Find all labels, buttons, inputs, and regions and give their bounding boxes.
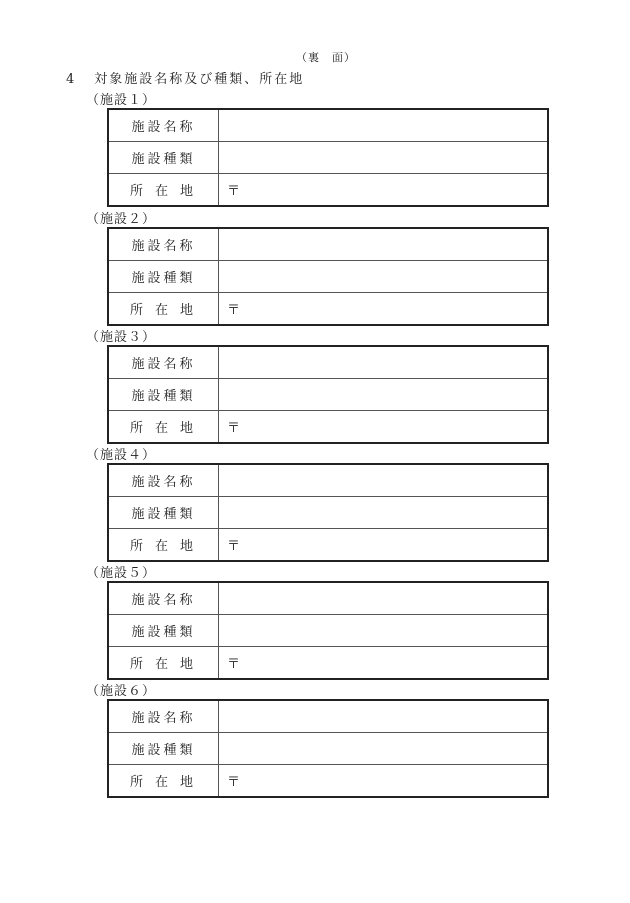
section-heading — [66, 68, 304, 87]
facility-address-field[interactable] — [219, 174, 549, 207]
facility-table — [107, 581, 549, 680]
facility-name-field[interactable] — [219, 109, 549, 142]
facility-name-field[interactable] — [219, 582, 549, 615]
postal-mark-icon: 〒 — [227, 421, 241, 436]
facility-address-label: 所在地 — [108, 529, 219, 562]
facility-type-row — [108, 261, 548, 293]
facility-address-field[interactable] — [219, 765, 549, 798]
facility-name-field[interactable] — [219, 346, 549, 379]
facility-address-row — [108, 174, 548, 207]
facility-type-row — [108, 497, 548, 529]
facility-type-row — [108, 142, 548, 174]
facility-address-field[interactable] — [219, 411, 549, 444]
section-number: 4 — [66, 72, 77, 87]
facility-label: （施設３） — [86, 330, 157, 345]
facility-name-row — [108, 464, 548, 497]
facility-type-field[interactable] — [219, 379, 549, 411]
facility-name-row — [108, 346, 548, 379]
facility-table — [107, 345, 549, 444]
postal-mark-icon: 〒 — [227, 303, 241, 318]
postal-mark-icon: 〒 — [227, 539, 241, 554]
facility-name-label: 施設名称 — [108, 109, 219, 142]
facility-name-row — [108, 228, 548, 261]
postal-mark-icon: 〒 — [227, 184, 241, 199]
facility-type-row — [108, 733, 548, 765]
facility-address-row — [108, 411, 548, 444]
facility-address-row — [108, 529, 548, 562]
facility-type-field[interactable] — [219, 497, 549, 529]
facility-table — [107, 227, 549, 326]
facility-address-row — [108, 647, 548, 680]
facility-table — [107, 699, 549, 798]
facility-name-row — [108, 109, 548, 142]
facility-name-field[interactable] — [219, 228, 549, 261]
facility-name-row — [108, 700, 548, 733]
facility-type-field[interactable] — [219, 261, 549, 293]
section-title: 対象施設名称及び種類、所在地 — [94, 72, 305, 87]
facility-label: （施設５） — [86, 566, 157, 581]
page-side-label: （裏 面） — [296, 51, 356, 64]
facility-address-row — [108, 293, 548, 326]
facility-name-label: 施設名称 — [108, 582, 219, 615]
facility-label: （施設１） — [86, 93, 157, 108]
postal-mark-icon: 〒 — [227, 775, 241, 790]
facility-address-field[interactable] — [219, 529, 549, 562]
postal-mark-icon: 〒 — [227, 657, 241, 672]
facility-label: （施設２） — [86, 212, 157, 227]
facility-type-row — [108, 379, 548, 411]
facility-address-field[interactable] — [219, 293, 549, 326]
facility-address-label: 所在地 — [108, 647, 219, 680]
facility-type-label: 施設種類 — [108, 142, 219, 174]
facility-type-label: 施設種類 — [108, 497, 219, 529]
facility-table — [107, 463, 549, 562]
facility-address-row — [108, 765, 548, 798]
facility-type-row — [108, 615, 548, 647]
facility-address-label: 所在地 — [108, 293, 219, 326]
facility-name-field[interactable] — [219, 464, 549, 497]
facility-type-label: 施設種類 — [108, 261, 219, 293]
facility-address-field[interactable] — [219, 647, 549, 680]
facility-label: （施設４） — [86, 448, 157, 463]
facility-type-field[interactable] — [219, 615, 549, 647]
facility-type-label: 施設種類 — [108, 615, 219, 647]
facility-name-label: 施設名称 — [108, 228, 219, 261]
facility-type-label: 施設種類 — [108, 733, 219, 765]
facility-name-label: 施設名称 — [108, 346, 219, 379]
facility-name-field[interactable] — [219, 700, 549, 733]
facility-type-field[interactable] — [219, 142, 549, 174]
facility-name-label: 施設名称 — [108, 464, 219, 497]
facility-table — [107, 108, 549, 207]
facility-name-row — [108, 582, 548, 615]
facility-address-label: 所在地 — [108, 765, 219, 798]
facility-label: （施設６） — [86, 684, 157, 699]
facility-type-field[interactable] — [219, 733, 549, 765]
facility-name-label: 施設名称 — [108, 700, 219, 733]
facility-type-label: 施設種類 — [108, 379, 219, 411]
facility-address-label: 所在地 — [108, 174, 219, 207]
facility-address-label: 所在地 — [108, 411, 219, 444]
